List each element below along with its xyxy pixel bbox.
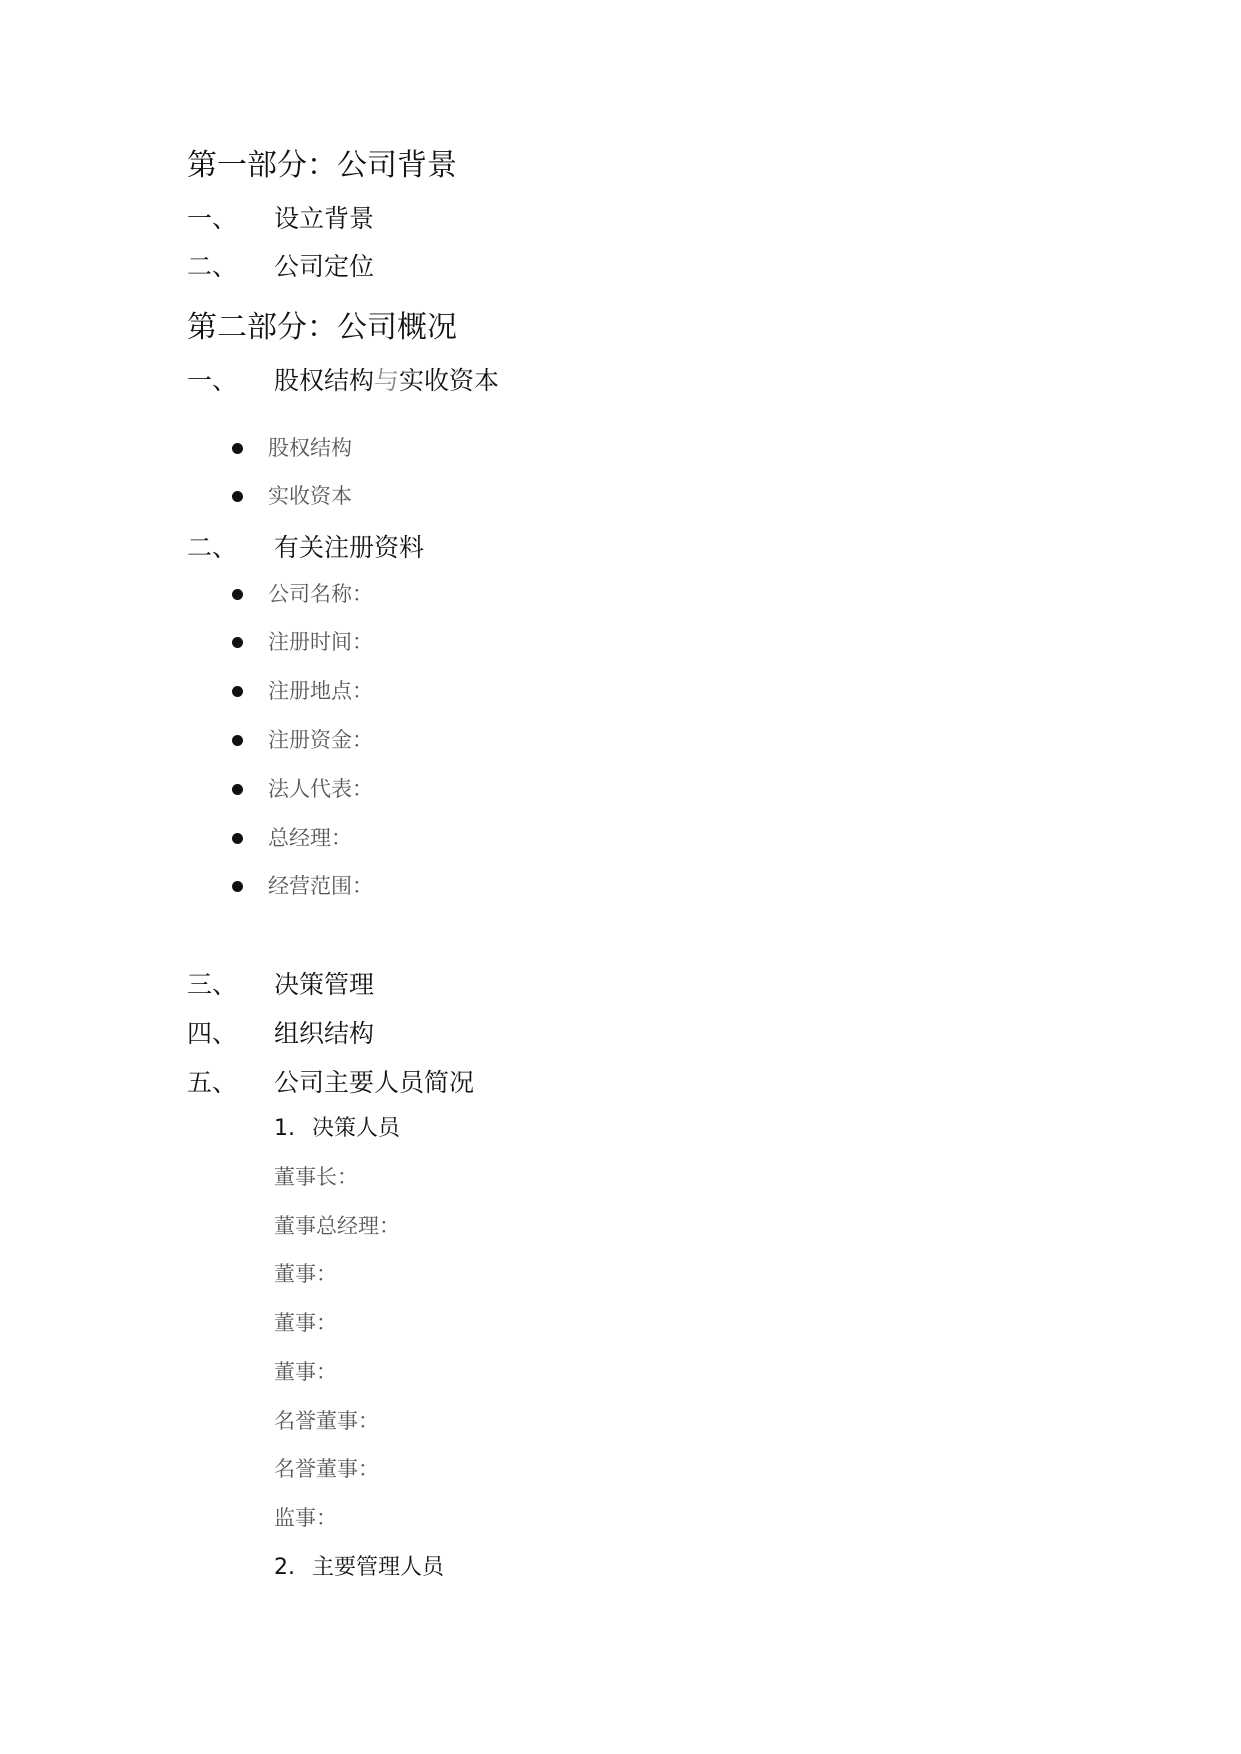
title-part: 实收资本 [399, 366, 500, 395]
section-title-setup-background: 设立背景 [274, 204, 375, 233]
list-item: 经营范围： [268, 874, 373, 898]
section-number: 二、 [187, 533, 238, 562]
list-item: 董事长： [274, 1165, 358, 1189]
section-title-company-positioning: 公司定位 [274, 252, 375, 281]
list-item: 实收资本 [268, 484, 352, 508]
bullet-icon [232, 491, 243, 502]
list-item: 监事： [274, 1506, 337, 1530]
section-number: 三、 [187, 970, 238, 999]
bullet-icon [232, 881, 243, 892]
bullet-icon [232, 735, 243, 746]
part-1-title: 第一部分：公司背景 [187, 148, 457, 183]
title-part: 股权结构 [274, 366, 375, 395]
list-item: 公司名称： [268, 582, 373, 606]
subsection-title-management: 主要管理人员 [312, 1555, 445, 1580]
section-number: 四、 [187, 1019, 238, 1048]
list-item: 总经理： [268, 826, 352, 850]
section-title-registration-info: 有关注册资料 [274, 533, 425, 562]
list-item: 股权结构 [268, 436, 352, 460]
list-item: 注册地点： [268, 679, 373, 703]
list-item: 法人代表： [268, 777, 373, 801]
section-number: 二、 [187, 252, 238, 281]
list-item: 董事： [274, 1262, 337, 1286]
list-item: 董事总经理： [274, 1214, 400, 1238]
bullet-icon [232, 589, 243, 600]
section-number: 一、 [187, 366, 238, 395]
subsection-number: 1. [274, 1116, 295, 1141]
bullet-icon [232, 443, 243, 454]
section-title-organization: 组织结构 [274, 1019, 375, 1048]
list-item: 董事： [274, 1311, 337, 1335]
bullet-icon [232, 784, 243, 795]
subsection-number: 2. [274, 1555, 295, 1580]
list-item: 注册时间： [268, 630, 373, 654]
bullet-icon [232, 833, 243, 844]
list-item: 名誉董事： [274, 1457, 379, 1481]
title-connector: 与 [374, 366, 400, 395]
section-number: 五、 [187, 1068, 238, 1097]
bullet-icon [232, 637, 243, 648]
section-number: 一、 [187, 204, 238, 233]
section-title-key-personnel: 公司主要人员简况 [274, 1068, 475, 1097]
part-2-title: 第二部分：公司概况 [187, 310, 457, 345]
subsection-title-decision-makers: 决策人员 [312, 1116, 401, 1141]
bullet-icon [232, 686, 243, 697]
section-title-decision-management: 决策管理 [274, 970, 375, 999]
section-title-equity-capital [274, 368, 499, 393]
list-item: 注册资金： [268, 728, 373, 752]
list-item: 名誉董事： [274, 1409, 379, 1433]
list-item: 董事： [274, 1360, 337, 1384]
